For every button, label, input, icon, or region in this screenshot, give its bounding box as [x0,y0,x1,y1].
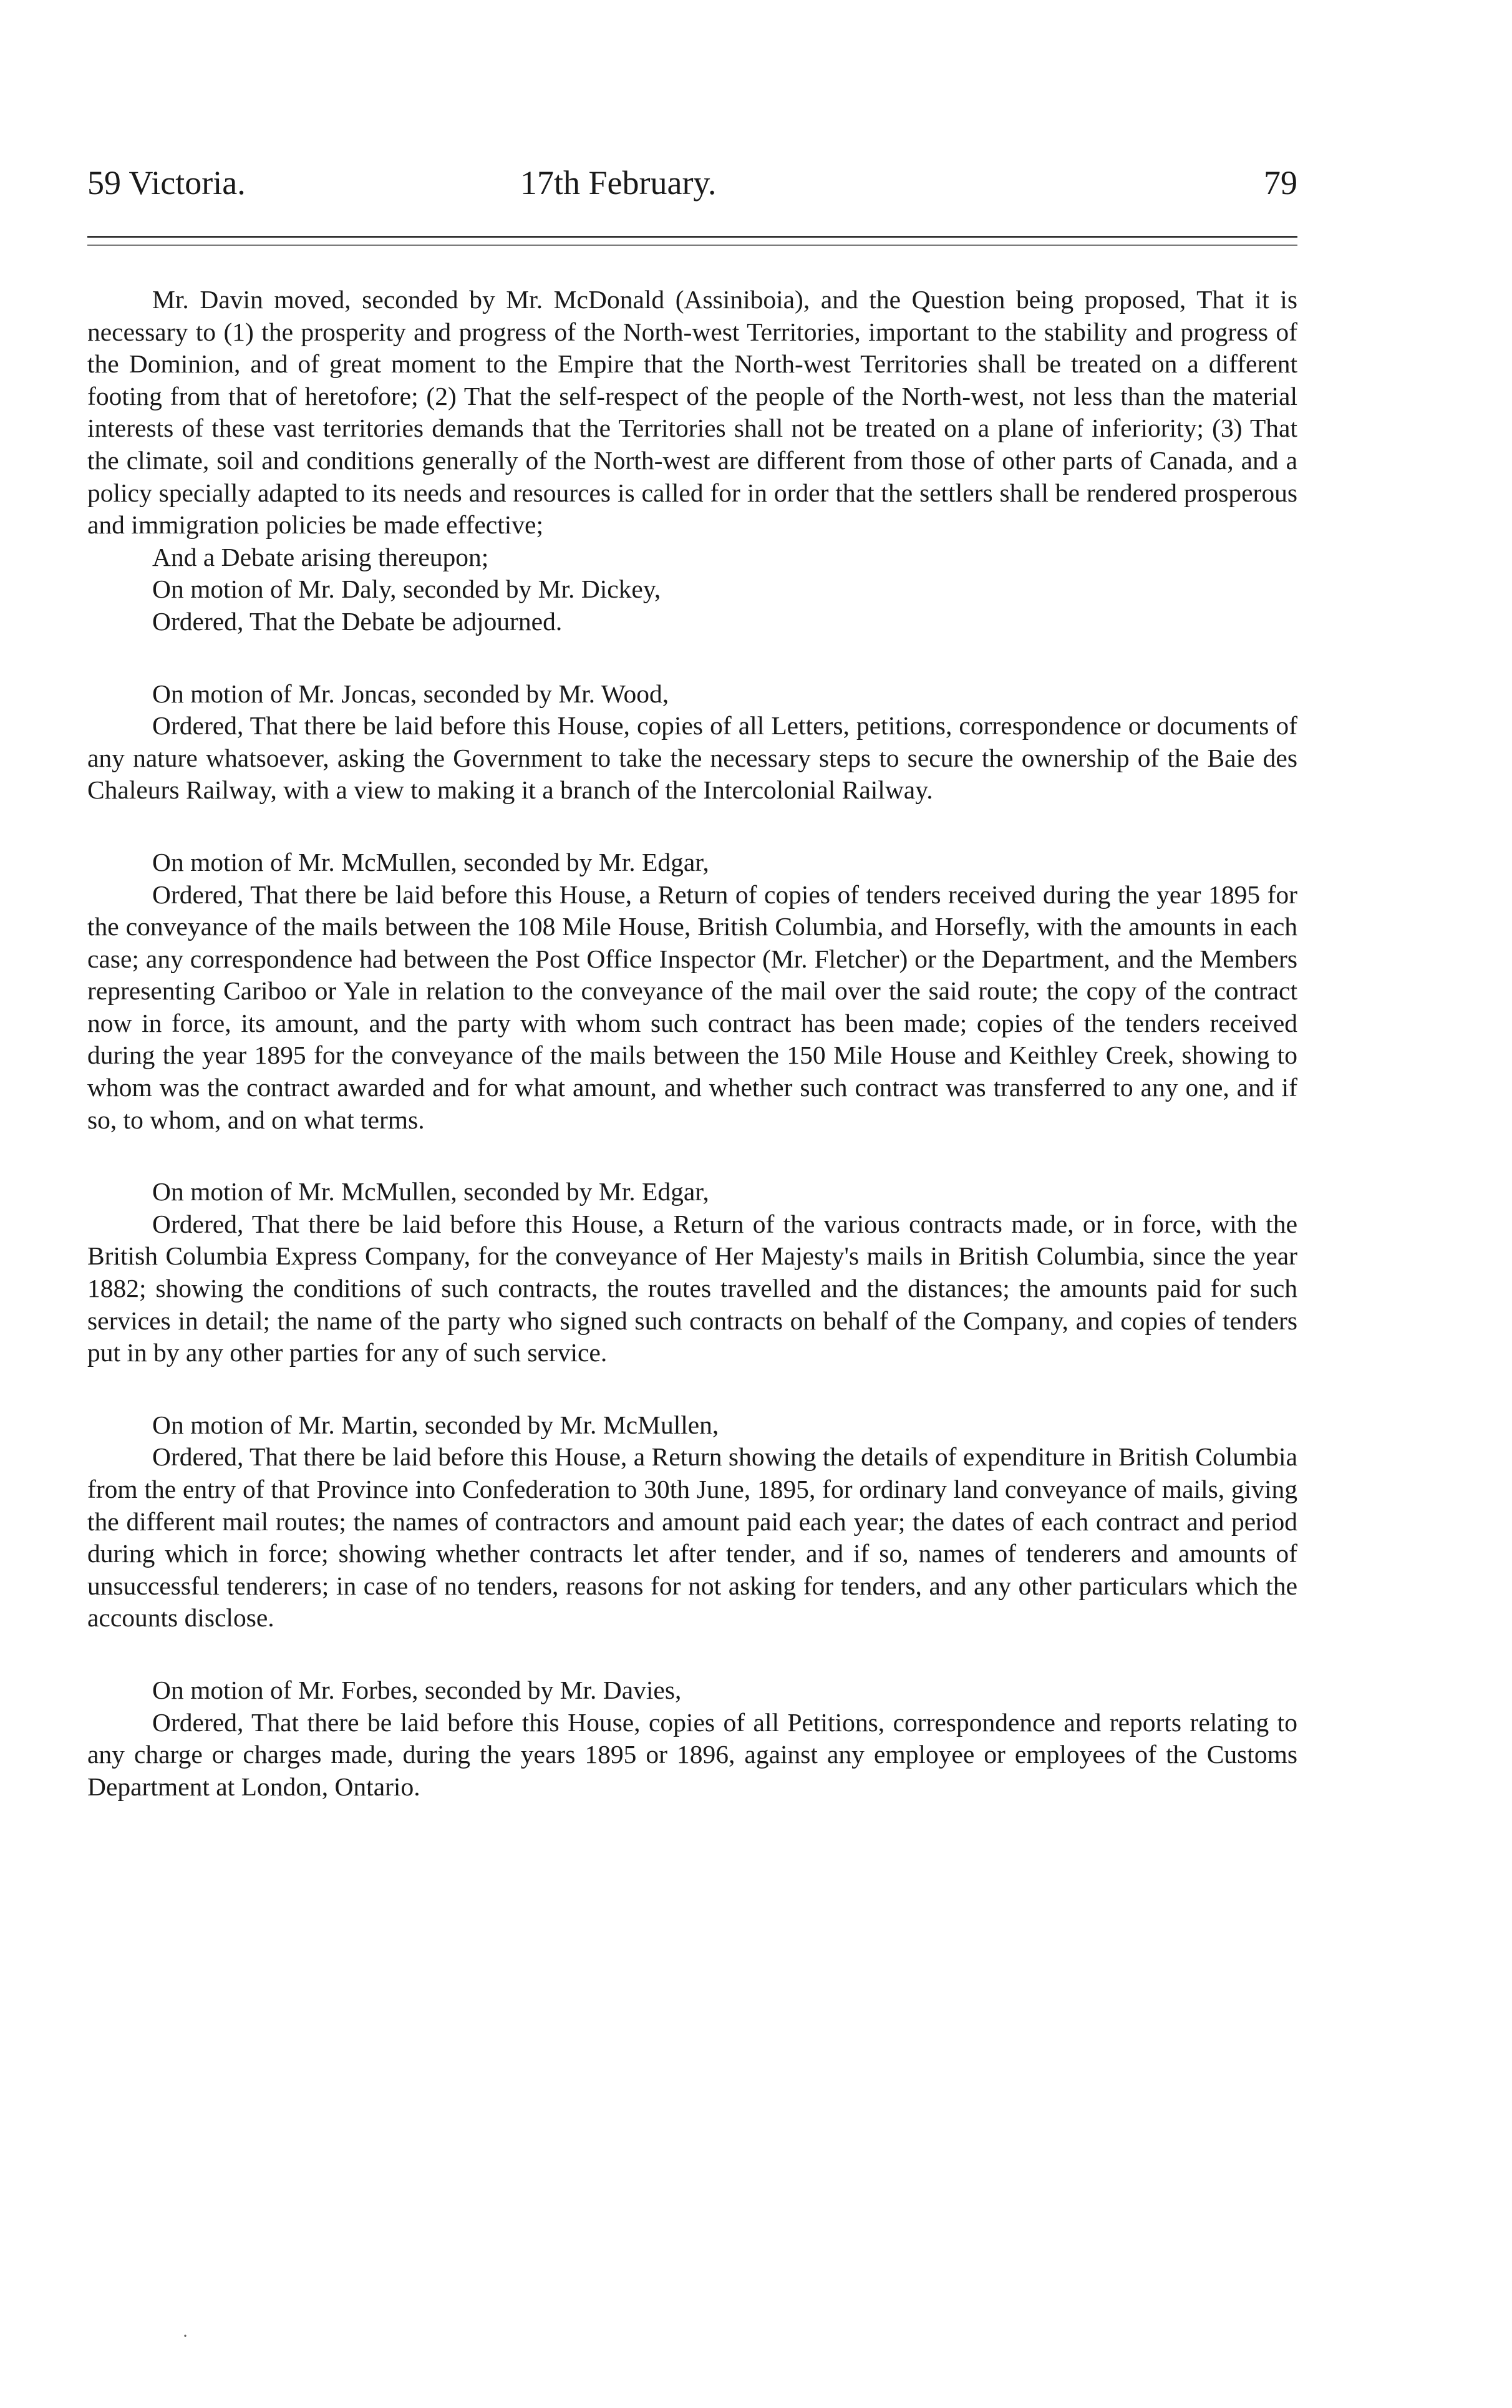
order-customs-london: Ordered, That there be laid before this House, copies of all Petitions, correspondence and reports relating to any charge or charges made, during the years 1895 or 1896, against any employee or employees of the Customs Department at London, Ontario. [87,1707,1297,1801]
order-bc-express: Ordered, That there be laid before this House, a Return of the various contracts made, or in force, with the British Columbia Express Company, for the conveyance of Her Majesty's mails in British Columbia, since the year 1882; showing the conditions of such contracts, the routes travelled and the distances; the amounts paid for such services in detail; the name of the party who signed such contracts on behalf of the Company, and copies of tenders put in by any other parties for any of such service. [87,1209,1297,1367]
order-108-mile-house: Ordered, That there be laid before this House, a Return of copies of tenders received during the year 1895 for the conveyance of the mails between the 108 Mile House, British Columbia, and Horsefly, with the amounts in each case; any correspondence had between the Post Office Inspector (Mr. Fletcher) or the Department, and the Members representing Cariboo or Yale in relation to the conveyance of the mail over the said route; the copy of the contract now in force, its amount, and the party with whom such contract has been made; copies of the tenders received during the year 1895 for the conveyance of the mails between the 150 Mile House and Keithley Creek, showing to whom was the contract awarded and for what amount, and whether such contract was transferred to any one, and if so, to whom, and on what terms. [87,880,1297,1134]
motion-line-mcmullen-2: On motion of Mr. McMullen, seconded by Mr. Edgar, [152,1177,709,1206]
entry-davin-motion: Mr. Davin moved, seconded by Mr. McDonald (Assiniboia), and the Question being proposed, That it is necessary to (1) the prosperity and progress of the North-west Territories, important to the stability and progress of the Dominion, and of great moment to the Empire that the North-west Territories shall be treated on a different footing from that of heretofore; (2) That the self-respect of the people of the North-west, not less than the material interests of these vast territories demands that the Territories shall not be treated on a plane of inferiority; (3) That the climate, soil and conditions generally of the North-west are different from those of other parts of Canada, and a policy specially adapted to its needs and resources is called for in order that the settlers shall be rendered prosperous and immigration policies be made effective; [87,285,1297,540]
debate-arising-line: And a Debate arising thereupon; [152,542,489,571]
motion-line-joncas: On motion of Mr. Joncas, seconded by Mr. Wood, [152,679,669,708]
order-baie-des-chaleurs: Ordered, That there be laid before this House, copies of all Letters, petitions, correspondence or documents of any nature whatsoever, asking the Government to take the necessary steps to secure the ownership of the Baie des Chaleurs Railway, with a view to making it a branch of the Intercolonial Railway. [87,711,1297,805]
motion-line-martin: On motion of Mr. Martin, seconded by Mr. McMullen, [152,1410,719,1439]
motion-line-forbes: On motion of Mr. Forbes, seconded by Mr. Davies, [152,1675,682,1704]
order-bc-expenditure: Ordered, That there be laid before this House, a Return showing the details of expenditure in British Columbia from the entry of that Province into Confederation to 30th June, 1895, for ordinary land conveyance of mails, giving the different mail routes; the names of contractors and amount paid each year; the dates of each contract and period during which in force; showing whether contracts let after tender, and if so, names of tenderers and amounts of unsuccessful tenderers; in case of no tenders, reasons for not asking for tenders, and any other particulars which the accounts disclose. [87,1442,1297,1633]
journal-body [87,284,1297,1803]
page-header [87,163,1297,213]
session-label: 59 Victoria. [87,164,246,201]
page-speck: · [182,2326,188,2346]
debate-adjourned-line: Ordered, That the Debate be adjourned. [152,606,563,636]
header-rule-thin [87,245,1297,246]
motion-line-daly: On motion of Mr. Daly, seconded by Mr. Dickey, [152,575,661,604]
motion-line-mcmullen-1: On motion of Mr. McMullen, seconded by Mr. Edgar, [152,847,709,876]
header-rule [87,236,1297,238]
page-number: 79 [1264,164,1297,201]
date-label: 17th February. [520,164,717,201]
